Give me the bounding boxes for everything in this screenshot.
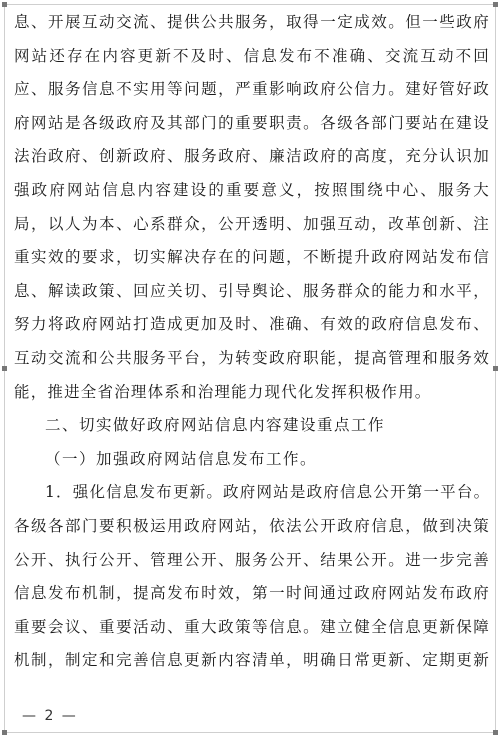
text-line: 法治政府、创新政府、服务政府、廉洁政府的高度，充分认识加: [14, 147, 490, 166]
corner-handle-bottom-left[interactable]: [2, 730, 7, 735]
text-line: 机制，制定和完善信息更新内容清单，明确日常更新、定期更新: [14, 651, 490, 670]
text-line: 强政府网站信息内容建设的重要意义，按照围绕中心、服务大: [14, 180, 490, 199]
corner-handle-top-right[interactable]: [493, 2, 498, 7]
text-line: 重要会议、重要活动、重大政策等信息。建立健全信息更新保障: [14, 617, 490, 636]
text-line: 局，以人为本、心系群众，公开透明、加强互动，改革创新、注: [14, 214, 490, 233]
text-line: 努力将政府网站打造成更加及时、准确、有效的政府信息发布、: [14, 315, 490, 334]
text-line: 应、服务信息不实用等问题，严重影响政府公信力。建好管好政: [14, 80, 490, 99]
side-handle-left[interactable]: [2, 366, 7, 371]
section-heading: 二、切实做好政府网站信息内容建设重点工作: [45, 416, 386, 435]
text-line: 息、开展互动交流、提供公共服务，取得一定成效。但一些政府: [14, 13, 490, 31]
text-line: 重实效的要求，切实解决存在的问题，不断提升政府网站发布信: [14, 248, 490, 267]
text-line: 信息发布机制，提高发布时效，第一时间通过政府网站发布政府: [14, 584, 490, 603]
text-line: 互动交流和公共服务平台，为转变政府职能，提高管理和服务效: [14, 348, 490, 367]
corner-handle-bottom-right[interactable]: [493, 730, 498, 735]
subsection-heading: （一）加强政府网站信息发布工作。: [45, 449, 318, 468]
text-line: 能，推进全省治理体系和治理能力现代化发挥积极作用。: [14, 382, 432, 401]
text-line: 府网站是各级政府及其部门的重要职责。各级各部门要站在建设: [14, 113, 490, 132]
text-line: 各级各部门要积极运用政府网站，依法公开政府信息，做到决策: [14, 516, 490, 535]
text-line: 1．强化信息发布更新。政府网站是政府信息公开第一平台。: [45, 483, 490, 502]
side-handle-right[interactable]: [493, 366, 498, 371]
text-line: 息、解读政策、回应关切、引导舆论、服务群众的能力和水平，: [14, 281, 490, 300]
page-number: — 2 —: [22, 708, 78, 724]
text-line: 网站还存在内容更新不及时、信息发布不准确、交流互动不回: [14, 46, 490, 65]
corner-handle-top-left[interactable]: [2, 2, 7, 7]
text-line: 公开、执行公开、管理公开、服务公开、结果公开。进一步完善: [14, 550, 490, 569]
body-text: [14, 6, 490, 678]
